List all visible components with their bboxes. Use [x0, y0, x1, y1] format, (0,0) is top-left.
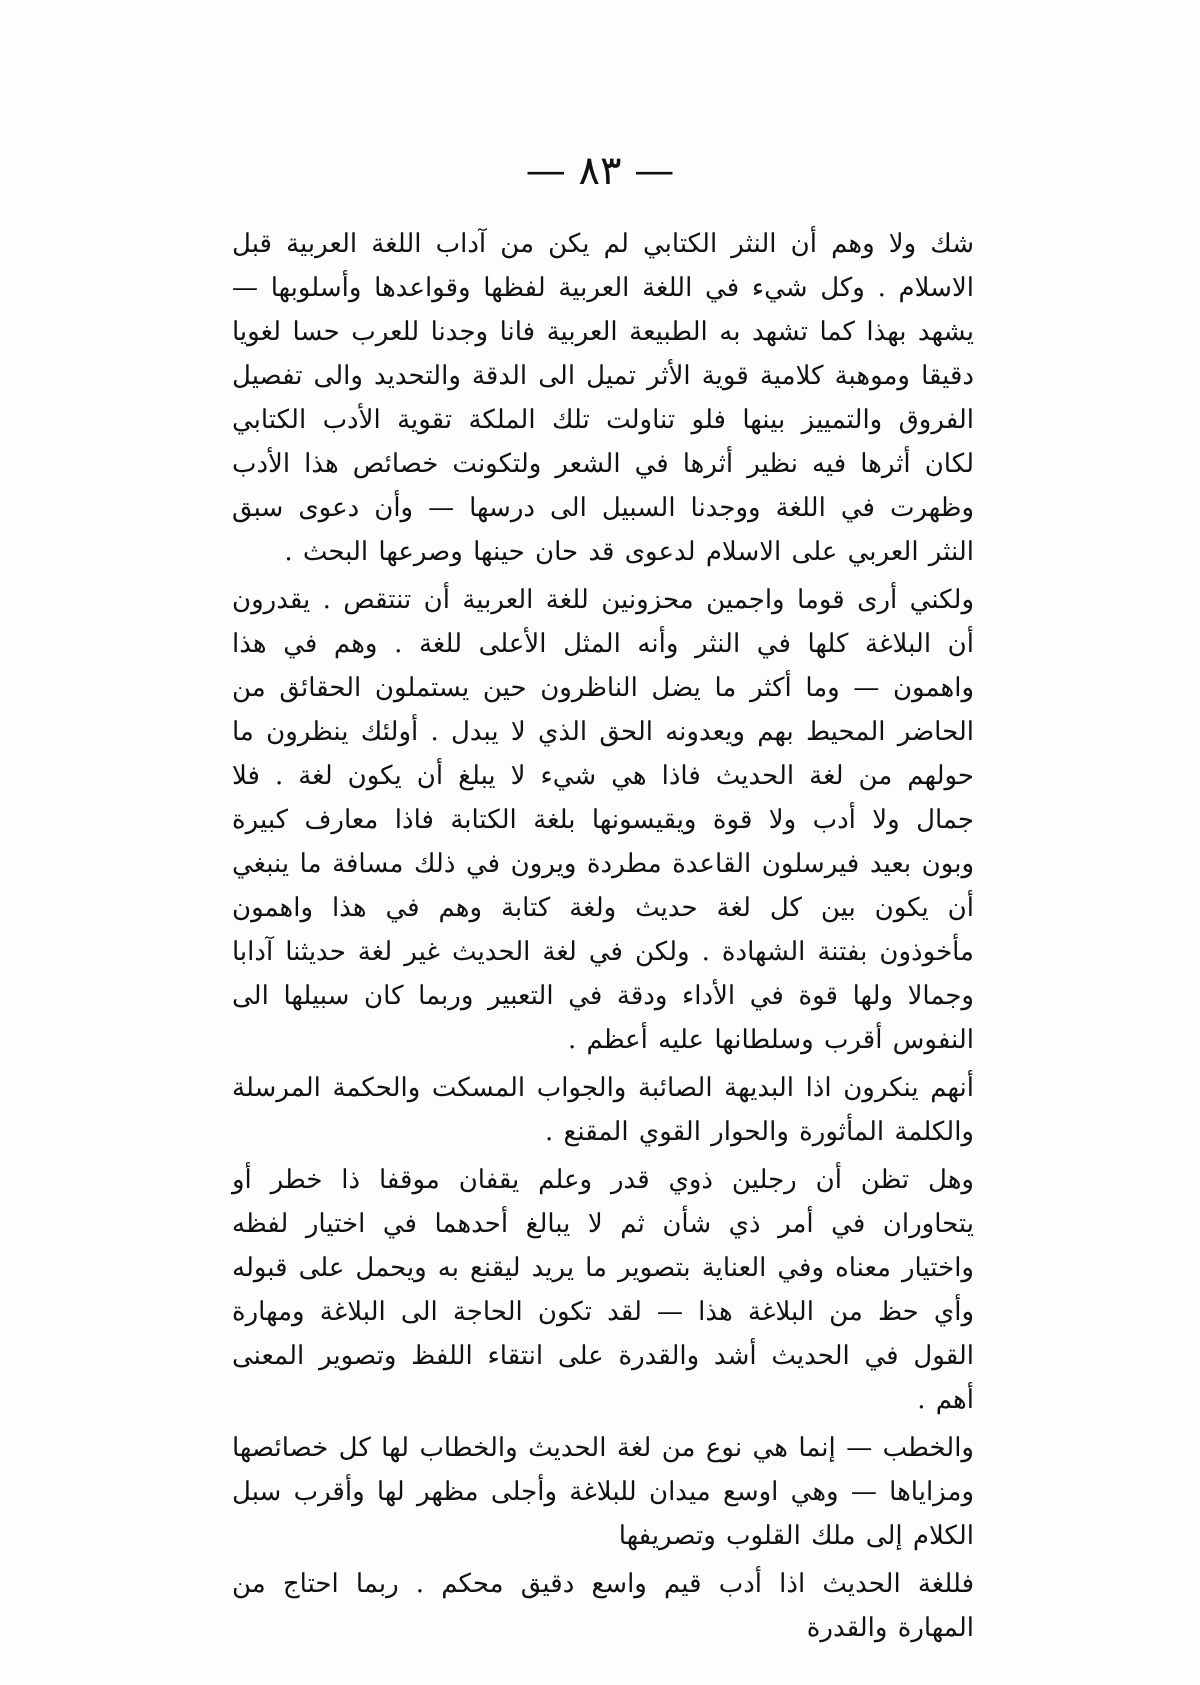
paragraph-1: شك ولا وهم أن النثر الكتابي لم يكن من آداب اللغة العربية قبل الاسلام . وكل شيء في اللغة العربية لفظها وقواعدها وأسلوبها — يشهد بهذا كما تشهد به الطبيعة العربية فانا وجدنا للعرب حسا لغويا دقيقا وموهبة كلامية قوية الأثر تميل الى الدقة والتحديد والى تفصيل الفروق والتمييز بينها فلو تناولت تلك الملكة تقوية الأدب الكتابي لكان أثرها فيه نظير أثرها في الشعر ولتكونت خصائص هذا الأدب وظهرت في اللغة ووجدنا السبيل الى درسها — وأن دعوى سبق النثر العربي على الاسلام لدعوى قد حان حينها وصرعها البحث . [232, 229, 974, 567]
paragraph-4: وهل تظن أن رجلين ذوي قدر وعلم يقفان موقفا ذا خطر أو يتحاوران في أمر ذي شأن ثم لا يبالغ أحدهما في اختيار لفظه واختيار معناه وفي العناية بتصوير ما يريد ليقنع به ويحمل على قبوله وأي حظ من البلاغة هذا — لقد تكون الحاجة الى البلاغة ومهارة القول في الحديث أشد والقدرة على انتقاء اللفظ وتصوير المعنى أهم . [232, 1165, 974, 1415]
paragraph-6: فللغة الحديث اذا أدب قيم واسع دقيق محكم . ربما احتاج من المهارة والقدرة [232, 1569, 974, 1643]
paragraph-3: أنهم ينكرون اذا البديهة الصائبة والجواب المسكت والحكمة المرسلة والكلمة المأثورة والحوار القوي المقنع . [232, 1073, 974, 1147]
paragraph-2: ولكني أرى قوما واجمين محزونين للغة العربية أن تنتقص . يقدرون أن البلاغة كلها في النثر وأنه المثل الأعلى للغة . وهم في هذا واهمون — وما أكثر ما يضل الناظرون حين يستملون الحقائق من الحاضر المحيط بهم ويعدونه الحق الذي لا يبدل . أولئك ينظرون ما حولهم من لغة الحديث فاذا هي شيء لا يبلغ أن يكون لغة . فلا جمال ولا أدب ولا قوة ويقيسونها بلغة الكتابة فاذا معارف كبيرة وبون بعيد فيرسلون القاعدة مطردة ويرون في ذلك مسافة ما ينبغي أن يكون بين كل لغة حديث ولغة كتابة وهم في هذا واهمون مأخوذون بفتنة الشهادة . ولكن في لغة الحديث غير لغة حديثنا آدابا وجمالا ولها قوة في الأداء ودقة في التعبير وربما كان سبيلها الى النفوس أقرب وسلطانها عليه أعظم . [232, 585, 974, 1055]
page-number: — ٨٣ — [525, 148, 675, 194]
paragraph-5: والخطب — إنما هي نوع من لغة الحديث والخطاب لها كل خصائصها ومزاياها — وهي اوسع ميدان للبلاغة وأجلى مظهر لها وأقرب سبل الكلام إلى ملك القلوب وتصريفها [232, 1433, 974, 1551]
body-text [232, 222, 974, 1650]
